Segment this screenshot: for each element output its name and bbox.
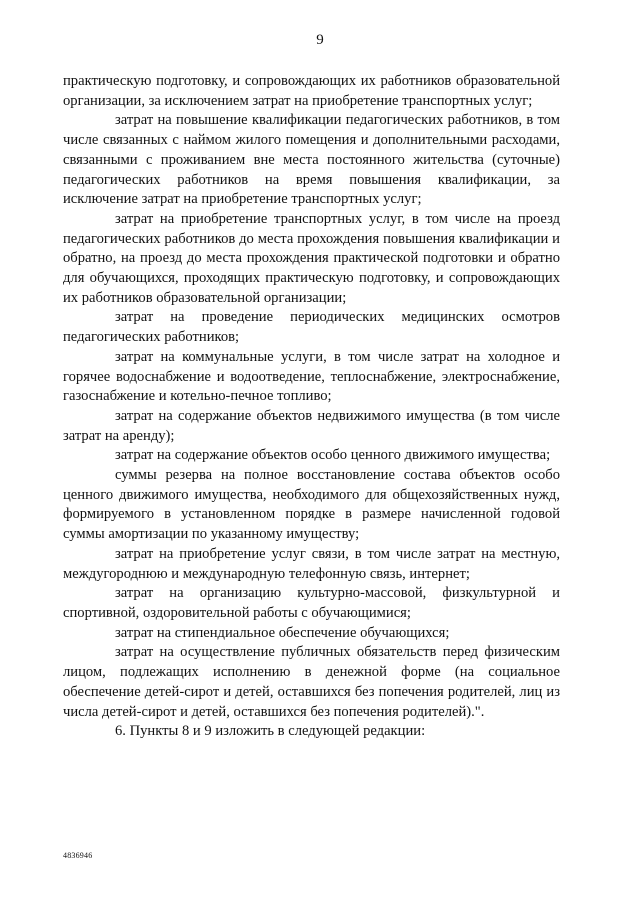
paragraph-valuable-movable-property: затрат на содержание объектов особо ценного движимого имущества;: [115, 447, 551, 464]
paragraph-real-estate-maintenance: затрат на содержание объектов недвижимого имущества (в том числе затрат на аренду);: [63, 407, 560, 444]
document-body: [63, 72, 560, 742]
paragraph-scholarships: затрат на стипендиальное обеспечение обучающихся;: [115, 624, 450, 641]
paragraph-public-obligations: затрат на осуществление публичных обязательств перед физическим лицом, подлежащих исполнению в денежной форме (на социальное обеспечение детей-сирот и детей, оставшихся без попечения родителей, лиц из числа детей-сирот и детей, оставшихся без попечения родителей).".: [63, 644, 560, 720]
paragraph-reserve-amount: суммы резерва на полное восстановление состава объектов особо ценного движимого имущества, необходимого для общехозяйственных нужд, формируемого в установленном порядке в размере начисленной годовой суммы амортизации по указанному имуществу;: [63, 467, 560, 543]
page-number: 9: [316, 32, 324, 48]
paragraph-utilities: затрат на коммунальные услуги, в том числе затрат на холодное и горячее водоснабжение и водоотведение, теплоснабжение, электроснабжение, газоснабжение и котельно-печное топливо;: [63, 348, 560, 405]
paragraph-communication-services: затрат на приобретение услуг связи, в том числе затрат на местную, междугороднюю и международную телефонную связь, интернет;: [63, 545, 560, 582]
paragraph-qualification-costs: затрат на повышение квалификации педагогических работников, в том числе связанных с наймом жилого помещения и дополнительными расходами, связанными с проживанием вне места постоянного жительства (суточные) педагогических работников на время повышения квалификации, за исключение затрат на приобретение транспортных услуг;: [63, 112, 560, 208]
paragraph-medical-exams: затрат на проведение периодических медицинских осмотров педагогических работников;: [63, 309, 560, 346]
document-code: 4836946: [63, 851, 93, 860]
paragraph-amendment-clause: 6. Пункты 8 и 9 изложить в следующей редакции:: [115, 723, 426, 740]
paragraph-practical-training-continuation: практическую подготовку, и сопровождающих их работников образовательной организации, за исключением затрат на приобретение транспортных услуг;: [63, 73, 560, 109]
paragraph-cultural-sports-work: затрат на организацию культурно-массовой, физкультурной и спортивной, оздоровительной работы с обучающимися;: [63, 585, 560, 621]
paragraph-transport-costs: затрат на приобретение транспортных услуг, в том числе на проезд педагогических работников до места прохождения повышения квалификации и обратно, на проезд до места прохождения практической подготовки и обратно для обучающихся, проходящих практическую подготовку, и сопровождающих их работников образовательной организации;: [63, 210, 560, 306]
